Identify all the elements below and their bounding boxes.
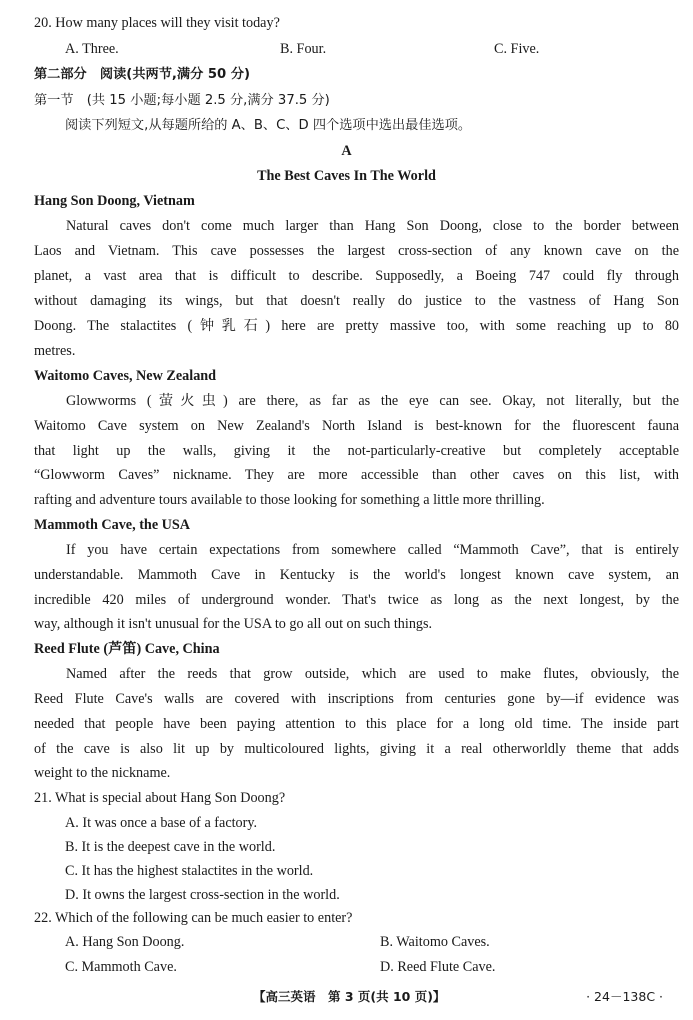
q21-option-c: C. It has the highest stalactites in the world. <box>65 863 314 879</box>
p1-line: Laos and Vietnam. This cave possesses the largest cross-section of any known cave on the <box>34 243 679 259</box>
q20-option-a: A. Three. <box>65 41 119 57</box>
p4-line: Named after the reeds that grow outside, which are used to make flutes, obviously, the <box>66 666 679 682</box>
q21-stem: 21. What is special about Hang Son Doong? <box>34 790 286 806</box>
p2-line: Waitomo Cave system on New Zealand's North Island is best-known for the fluorescent fauna <box>34 418 679 434</box>
p3-line: understandable. Mammoth Cave in Kentucky is the world's longest known cave system, an <box>34 567 679 583</box>
section1-heading: 第一节 (共 15 小题;每小题 2.5 分,满分 37.5 分) <box>34 93 330 108</box>
q22-option-a: A. Hang Son Doong. <box>65 934 185 950</box>
p2-line: that light up the walls, giving it the not-particularly-creative but completely acceptable <box>34 443 679 459</box>
q22-option-b: B. Waitomo Caves. <box>380 934 490 950</box>
q20-option-c: C. Five. <box>494 41 540 57</box>
q22-option-c: C. Mammoth Cave. <box>65 959 177 975</box>
page-number: 【高三英语 第 3 页(共 10 页)】 <box>253 989 446 1004</box>
q21-option-d: D. It owns the largest cross-section in the world. <box>65 887 340 903</box>
p3-line: If you have certain expectations from somewhere called “Mammoth Cave”, that is entirely <box>66 542 679 558</box>
p1-line: planet, a vast area that is difficult to describe. Supposedly, a Boeing 747 could fly through <box>34 268 679 284</box>
p4-line: of the cave is also lit up by multicoloured lights, giving it a real otherworldly theme that adds <box>34 741 679 757</box>
p1-heading: Hang Son Doong, Vietnam <box>34 193 195 209</box>
q20-stem: 20. How many places will they visit today? <box>34 15 280 31</box>
p1-line: metres. <box>34 343 76 359</box>
p2-line: Glowworms (萤火虫) are there, as far as the eye can see. Okay, not literally, but the <box>66 393 679 409</box>
p3-line: incredible 420 miles of underground wonder. That's twice as long as the next longest, by the <box>34 592 679 608</box>
q22-option-d: D. Reed Flute Cave. <box>380 959 496 975</box>
part2-heading: 第二部分 阅读(共两节,满分 50 分) <box>34 67 251 82</box>
reading-instruction: 阅读下列短文,从每题所给的 A、B、C、D 四个选项中选出最佳选项。 <box>65 118 472 133</box>
p4-line: needed that people have been paying attention to this place for a long old time. The inside part <box>34 716 679 732</box>
p1-line: Natural caves don't come much larger than Hang Son Doong, close to the border between <box>66 218 679 234</box>
p4-line: weight to the nickname. <box>34 765 171 781</box>
q21-option-b: B. It is the deepest cave in the world. <box>65 839 276 855</box>
passage-letter: A <box>341 143 352 159</box>
p2-line: “Glowworm Caves” nickname. They are more accessible than other caves on this list, with <box>34 467 679 483</box>
q21-option-a: A. It was once a base of a factory. <box>65 815 258 831</box>
p3-heading: Mammoth Cave, the USA <box>34 517 191 533</box>
p3-line: way, although it isn't unusual for the USA to go all out on such things. <box>34 616 433 632</box>
q20-option-b: B. Four. <box>280 41 327 57</box>
p4-line: Reed Flute Cave's walls are covered with inscriptions from centuries gone by—if evidence was <box>34 691 679 707</box>
p1-line: without damaging its wings, but that doesn't really do justice to the vastness of Hang Son <box>34 293 679 309</box>
q22-stem: 22. Which of the following can be much easier to enter? <box>34 910 353 926</box>
exam-code: · 24－138C · <box>586 989 663 1004</box>
p4-heading: Reed Flute (芦笛) Cave, China <box>34 641 220 657</box>
passage-title: The Best Caves In The World <box>257 168 436 184</box>
p2-line: rafting and adventure tours available to those looking for something a little more thrilling. <box>34 492 545 508</box>
p1-line: Doong. The stalactites (钟乳石) here are pretty massive too, with some reaching up to 80 <box>34 318 679 334</box>
p2-heading: Waitomo Caves, New Zealand <box>34 368 217 384</box>
